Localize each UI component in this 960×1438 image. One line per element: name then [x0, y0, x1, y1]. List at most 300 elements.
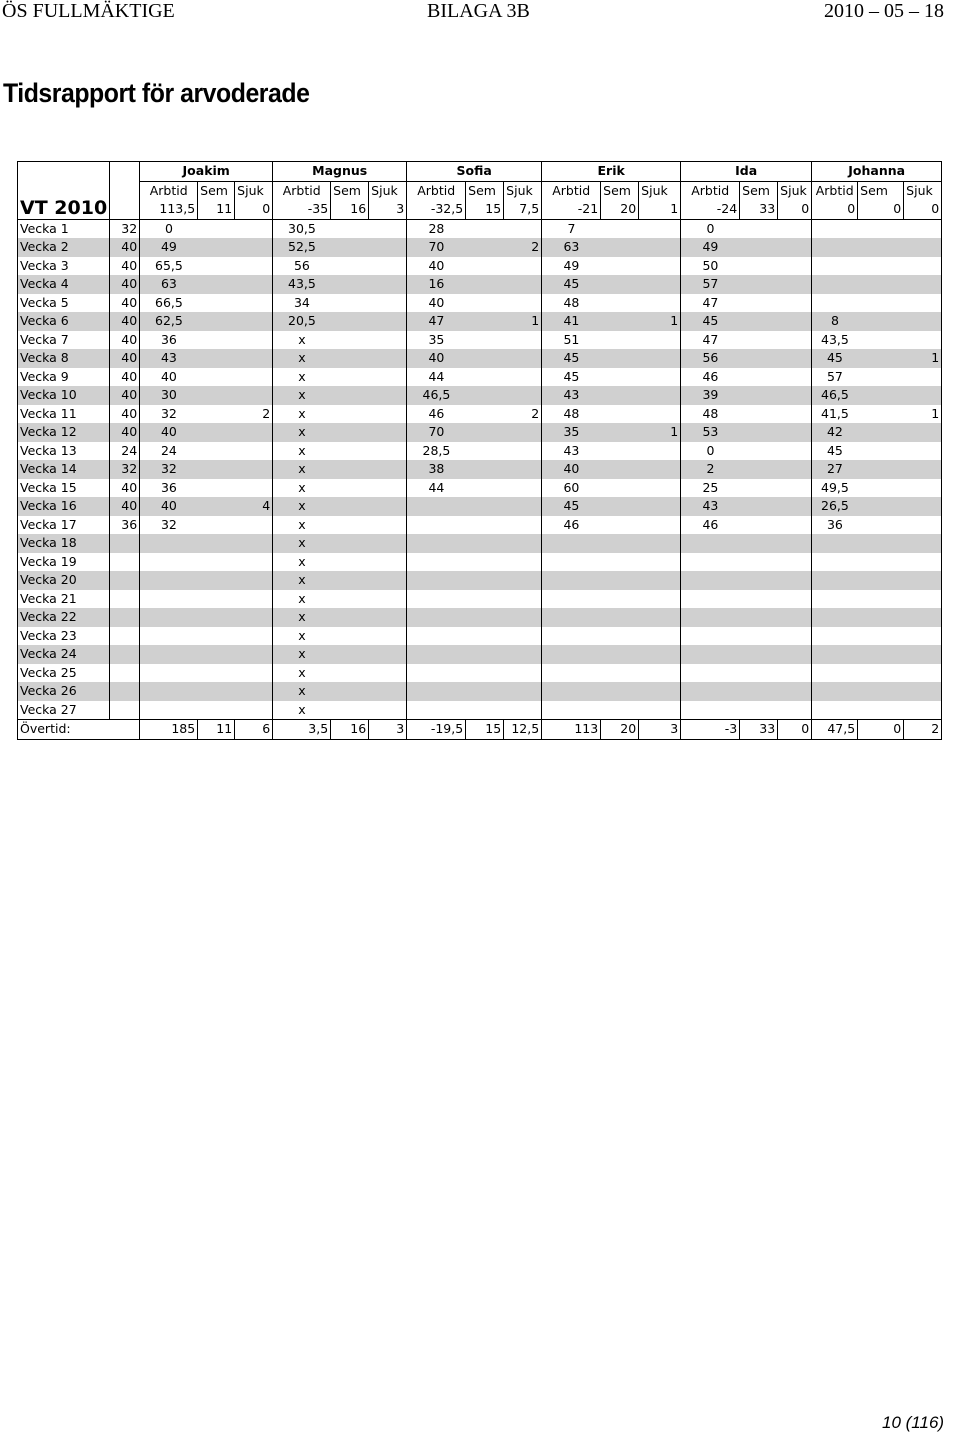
cell-value [504, 534, 542, 553]
cell-value [504, 627, 542, 646]
cell-value [140, 571, 198, 590]
balance-value: 1 [639, 200, 681, 219]
cell-value [466, 590, 504, 609]
cell-value: 50 [702, 257, 719, 273]
cell-value: 44 [428, 368, 445, 384]
cell-value [639, 386, 681, 405]
cell-value [466, 516, 504, 535]
cell-value [407, 553, 466, 572]
cell-value: 2 [235, 405, 273, 424]
column-header: Sjuk [904, 181, 942, 200]
cell-value [407, 701, 466, 720]
cell-value [235, 590, 273, 609]
cell-value [331, 553, 369, 572]
norm-hours: 40 [110, 294, 140, 313]
cell-value [601, 257, 639, 276]
column-header: Arbtid [812, 181, 858, 200]
cell-value [198, 275, 235, 294]
cell-value [740, 571, 778, 590]
cell-value [904, 516, 942, 535]
cell-value [778, 534, 812, 553]
cell-value [198, 257, 235, 276]
cell-value [778, 608, 812, 627]
cell-value: 49 [140, 238, 198, 257]
week-row [18, 257, 942, 276]
cell-value [331, 516, 369, 535]
cell-value: 43 [140, 349, 198, 368]
cell-value [812, 590, 858, 609]
cell-value [778, 516, 812, 535]
cell-value [235, 368, 273, 387]
cell-value: x [298, 368, 306, 384]
cell-value [639, 349, 681, 368]
overtime-value: 47,5 [812, 720, 858, 740]
cell-value: 49 [563, 257, 580, 273]
cell-value [639, 608, 681, 627]
week-row [18, 516, 942, 535]
week-label: Vecka 13 [18, 442, 110, 461]
header-names-row [18, 162, 942, 182]
overtime-value: 6 [235, 720, 273, 740]
cell-value [601, 275, 639, 294]
balance-value: 3 [369, 200, 407, 219]
week-row [18, 386, 942, 405]
cell-value: 28,5 [422, 442, 451, 458]
week-row [18, 701, 942, 720]
week-label: Vecka 6 [18, 312, 110, 331]
cell-value [198, 349, 235, 368]
cell-value [601, 682, 639, 701]
cell-value [331, 257, 369, 276]
cell-value: 27 [812, 460, 858, 479]
cell-value [466, 294, 504, 313]
norm-hours: 40 [110, 312, 140, 331]
cell-value: 30,5 [288, 220, 316, 236]
cell-value: 48 [702, 405, 719, 421]
cell-value: x [298, 664, 306, 680]
cell-value: 47 [702, 331, 719, 347]
cell-value [601, 423, 639, 442]
cell-value [904, 590, 942, 609]
cell-value [466, 312, 504, 331]
page-header [0, 0, 960, 24]
week-label: Vecka 27 [18, 701, 110, 720]
header-right: 2010 – 05 – 18 [824, 0, 944, 22]
cell-value [369, 331, 407, 350]
column-header: Arbtid [273, 181, 331, 200]
cell-value: 46 [428, 405, 445, 421]
cell-value [235, 627, 273, 646]
cell-value [369, 534, 407, 553]
cell-value: 16 [407, 275, 466, 294]
cell-value: 46,5 [407, 386, 466, 405]
cell-value [331, 442, 369, 461]
cell-value [198, 219, 235, 238]
person-name: Ida [681, 162, 812, 182]
cell-value [140, 645, 198, 664]
cell-value [369, 590, 407, 609]
balance-value: 113,5 [140, 200, 198, 219]
cell-value [504, 368, 542, 387]
cell-value [331, 590, 369, 609]
cell-value [542, 682, 601, 701]
cell-value [681, 590, 740, 609]
cell-value [639, 257, 681, 276]
cell-value [331, 664, 369, 683]
cell-value [904, 275, 942, 294]
cell-value [466, 571, 504, 590]
cell-value [778, 553, 812, 572]
week-label: Vecka 5 [18, 294, 110, 313]
cell-value: 8 [812, 312, 858, 331]
cell-value [778, 275, 812, 294]
cell-value: 40 [428, 257, 445, 273]
cell-value [407, 608, 466, 627]
cell-value [504, 516, 542, 535]
cell-value [466, 219, 504, 238]
cell-value [542, 627, 601, 646]
cell-value [198, 405, 235, 424]
cell-value [369, 645, 407, 664]
cell-value [504, 442, 542, 461]
cell-value [407, 497, 466, 516]
cell-value [740, 516, 778, 535]
cell-value [407, 571, 466, 590]
cell-value [904, 219, 942, 238]
cell-value [904, 442, 942, 461]
cell-value [740, 497, 778, 516]
cell-value [504, 257, 542, 276]
cell-value [740, 701, 778, 720]
cell-value: 46 [563, 516, 580, 532]
cell-value [740, 534, 778, 553]
cell-value [639, 553, 681, 572]
cell-value [140, 682, 198, 701]
cell-value [504, 553, 542, 572]
week-label: Vecka 24 [18, 645, 110, 664]
norm-hours: 36 [110, 516, 140, 535]
cell-value [858, 516, 904, 535]
cell-value [331, 627, 369, 646]
norm-hours [110, 645, 140, 664]
cell-value [778, 442, 812, 461]
cell-value: 26,5 [812, 497, 858, 516]
cell-value: 48 [563, 405, 580, 421]
week-label: Vecka 17 [18, 516, 110, 535]
week-label: Vecka 23 [18, 627, 110, 646]
week-label: Vecka 18 [18, 534, 110, 553]
cell-value [466, 479, 504, 498]
cell-value [198, 627, 235, 646]
column-header: Arbtid [542, 181, 601, 200]
cell-value [235, 423, 273, 442]
cell-value: x [298, 553, 306, 569]
cell-value [639, 275, 681, 294]
week-row [18, 349, 942, 368]
column-header: Sem [601, 181, 639, 200]
norm-hours [110, 664, 140, 683]
cell-value [778, 664, 812, 683]
overtime-value: -19,5 [407, 720, 466, 740]
cell-value [466, 682, 504, 701]
overtime-value: 113 [542, 720, 601, 740]
cell-value: 45 [681, 312, 740, 331]
cell-value [331, 645, 369, 664]
cell-value [331, 497, 369, 516]
cell-value [778, 349, 812, 368]
cell-value [504, 331, 542, 350]
cell-value [601, 219, 639, 238]
cell-value [812, 701, 858, 720]
cell-value [140, 534, 198, 553]
balance-value: 16 [331, 200, 369, 219]
cell-value [601, 479, 639, 498]
norm-hours [110, 608, 140, 627]
cell-value [235, 553, 273, 572]
overtime-value: -3 [681, 720, 740, 740]
cell-value [904, 368, 942, 387]
cell-value [740, 682, 778, 701]
cell-value: x [298, 627, 306, 643]
cell-value [778, 423, 812, 442]
week-label: Vecka 26 [18, 682, 110, 701]
cell-value: 43,5 [821, 331, 849, 347]
cell-value [601, 627, 639, 646]
cell-value [740, 238, 778, 257]
cell-value [198, 553, 235, 572]
cell-value [369, 442, 407, 461]
cell-value [466, 442, 504, 461]
cell-value: 46,5 [812, 386, 858, 405]
cell-value: 45 [812, 349, 858, 368]
cell-value [858, 312, 904, 331]
cell-value [235, 331, 273, 350]
cell-value: 4 [235, 497, 273, 516]
cell-value: 40 [542, 460, 601, 479]
cell-value: x [273, 460, 331, 479]
cell-value [681, 664, 740, 683]
cell-value: 63 [140, 275, 198, 294]
overtime-value: 3 [639, 720, 681, 740]
cell-value [369, 460, 407, 479]
cell-value: 47 [407, 312, 466, 331]
cell-value: 1 [904, 349, 942, 368]
cell-value [504, 682, 542, 701]
cell-value [466, 275, 504, 294]
cell-value [778, 294, 812, 313]
cell-value [740, 423, 778, 442]
cell-value: x [273, 571, 331, 590]
cell-value [466, 460, 504, 479]
cell-value: 43 [681, 497, 740, 516]
cell-value [778, 368, 812, 387]
cell-value [858, 349, 904, 368]
cell-value: 46 [702, 368, 719, 384]
cell-value: 1 [639, 312, 681, 331]
cell-value [407, 516, 466, 535]
week-label: Vecka 19 [18, 553, 110, 572]
cell-value [331, 479, 369, 498]
cell-value [740, 386, 778, 405]
cell-value [198, 238, 235, 257]
cell-value [466, 645, 504, 664]
cell-value: 2 [504, 238, 542, 257]
cell-value [601, 312, 639, 331]
cell-value: 45 [542, 275, 601, 294]
cell-value [681, 553, 740, 572]
week-row [18, 219, 942, 238]
person-name: Joakim [140, 162, 273, 182]
cell-value: 56 [681, 349, 740, 368]
overtime-label: Övertid: [18, 720, 110, 740]
overtime-value: 11 [198, 720, 235, 740]
cell-value [601, 349, 639, 368]
cell-value [504, 219, 542, 238]
cell-value [681, 645, 740, 664]
cell-value [235, 349, 273, 368]
cell-value [140, 608, 198, 627]
column-header: Sem [858, 181, 904, 200]
cell-value: x [273, 645, 331, 664]
norm-hours [110, 627, 140, 646]
cell-value [812, 534, 858, 553]
cell-value: 35 [428, 331, 445, 347]
cell-value [331, 386, 369, 405]
week-row [18, 294, 942, 313]
cell-value: x [298, 331, 306, 347]
balance-value: 0 [235, 200, 273, 219]
cell-value [235, 275, 273, 294]
cell-value: 57 [681, 275, 740, 294]
week-row [18, 331, 942, 350]
cell-value [369, 349, 407, 368]
cell-value [140, 701, 198, 720]
cell-value [198, 460, 235, 479]
week-row [18, 312, 942, 331]
cell-value: 49,5 [821, 479, 849, 495]
overtime-value: 0 [858, 720, 904, 740]
balance-value: -32,5 [407, 200, 466, 219]
cell-value [740, 368, 778, 387]
cell-value [812, 294, 858, 313]
cell-value: 52,5 [273, 238, 331, 257]
norm-hours: 40 [110, 405, 140, 424]
cell-value: 65,5 [155, 257, 183, 273]
cell-value [639, 701, 681, 720]
norm-hours [110, 701, 140, 720]
cell-value: 66,5 [155, 294, 183, 310]
norm-hours: 40 [110, 386, 140, 405]
cell-value [778, 238, 812, 257]
week-row [18, 664, 942, 683]
cell-value [904, 479, 942, 498]
cell-value [904, 238, 942, 257]
cell-value [198, 682, 235, 701]
cell-value [601, 442, 639, 461]
cell-value [904, 331, 942, 350]
cell-value: x [273, 534, 331, 553]
cell-value [235, 219, 273, 238]
cell-value [601, 294, 639, 313]
balance-value: 0 [812, 200, 858, 219]
cell-value [504, 479, 542, 498]
time-report-table [17, 161, 942, 740]
cell-value [601, 664, 639, 683]
overtime-value: 2 [904, 720, 942, 740]
cell-value [812, 553, 858, 572]
cell-value [369, 497, 407, 516]
cell-value: x [298, 590, 306, 606]
cell-value: x [273, 423, 331, 442]
cell-value [601, 701, 639, 720]
week-row [18, 553, 942, 572]
column-header: Arbtid [681, 181, 740, 200]
norm-hours: 24 [110, 442, 140, 461]
norm-hours: 40 [110, 479, 140, 498]
cell-value [466, 257, 504, 276]
cell-value [198, 608, 235, 627]
corner-cell: VT 2010 [18, 162, 110, 220]
cell-value [904, 664, 942, 683]
column-header: Sjuk [778, 181, 812, 200]
week-row [18, 275, 942, 294]
header-sub-row [18, 181, 942, 200]
cell-value [407, 664, 466, 683]
week-label: Vecka 4 [18, 275, 110, 294]
column-header: Sem [331, 181, 369, 200]
week-label: Vecka 14 [18, 460, 110, 479]
cell-value [740, 627, 778, 646]
cell-value [740, 553, 778, 572]
cell-value: 0 [706, 220, 715, 236]
cell-value: 2 [681, 460, 740, 479]
cell-value: x [298, 442, 306, 458]
cell-value [778, 645, 812, 664]
cell-value [235, 312, 273, 331]
cell-value: 63 [542, 238, 601, 257]
week-row [18, 682, 942, 701]
cell-value: 32 [140, 460, 198, 479]
cell-value [858, 460, 904, 479]
cell-value: 35 [542, 423, 601, 442]
cell-value [369, 571, 407, 590]
cell-value: 30 [140, 386, 198, 405]
cell-value [639, 497, 681, 516]
cell-value: 39 [681, 386, 740, 405]
cell-value: x [273, 386, 331, 405]
balance-value: -21 [542, 200, 601, 219]
cell-value: 45 [826, 442, 843, 458]
cell-value [331, 423, 369, 442]
cell-value [198, 386, 235, 405]
cell-value [331, 571, 369, 590]
cell-value [740, 405, 778, 424]
week-label: Vecka 7 [18, 331, 110, 350]
cell-value [198, 423, 235, 442]
cell-value [504, 275, 542, 294]
cell-value [740, 460, 778, 479]
cell-value [369, 386, 407, 405]
cell-value [466, 386, 504, 405]
person-name: Sofia [407, 162, 542, 182]
cell-value [812, 238, 858, 257]
cell-value [198, 497, 235, 516]
cell-value [601, 238, 639, 257]
cell-value [639, 627, 681, 646]
cell-value [858, 479, 904, 498]
week-row [18, 645, 942, 664]
cell-value [407, 590, 466, 609]
